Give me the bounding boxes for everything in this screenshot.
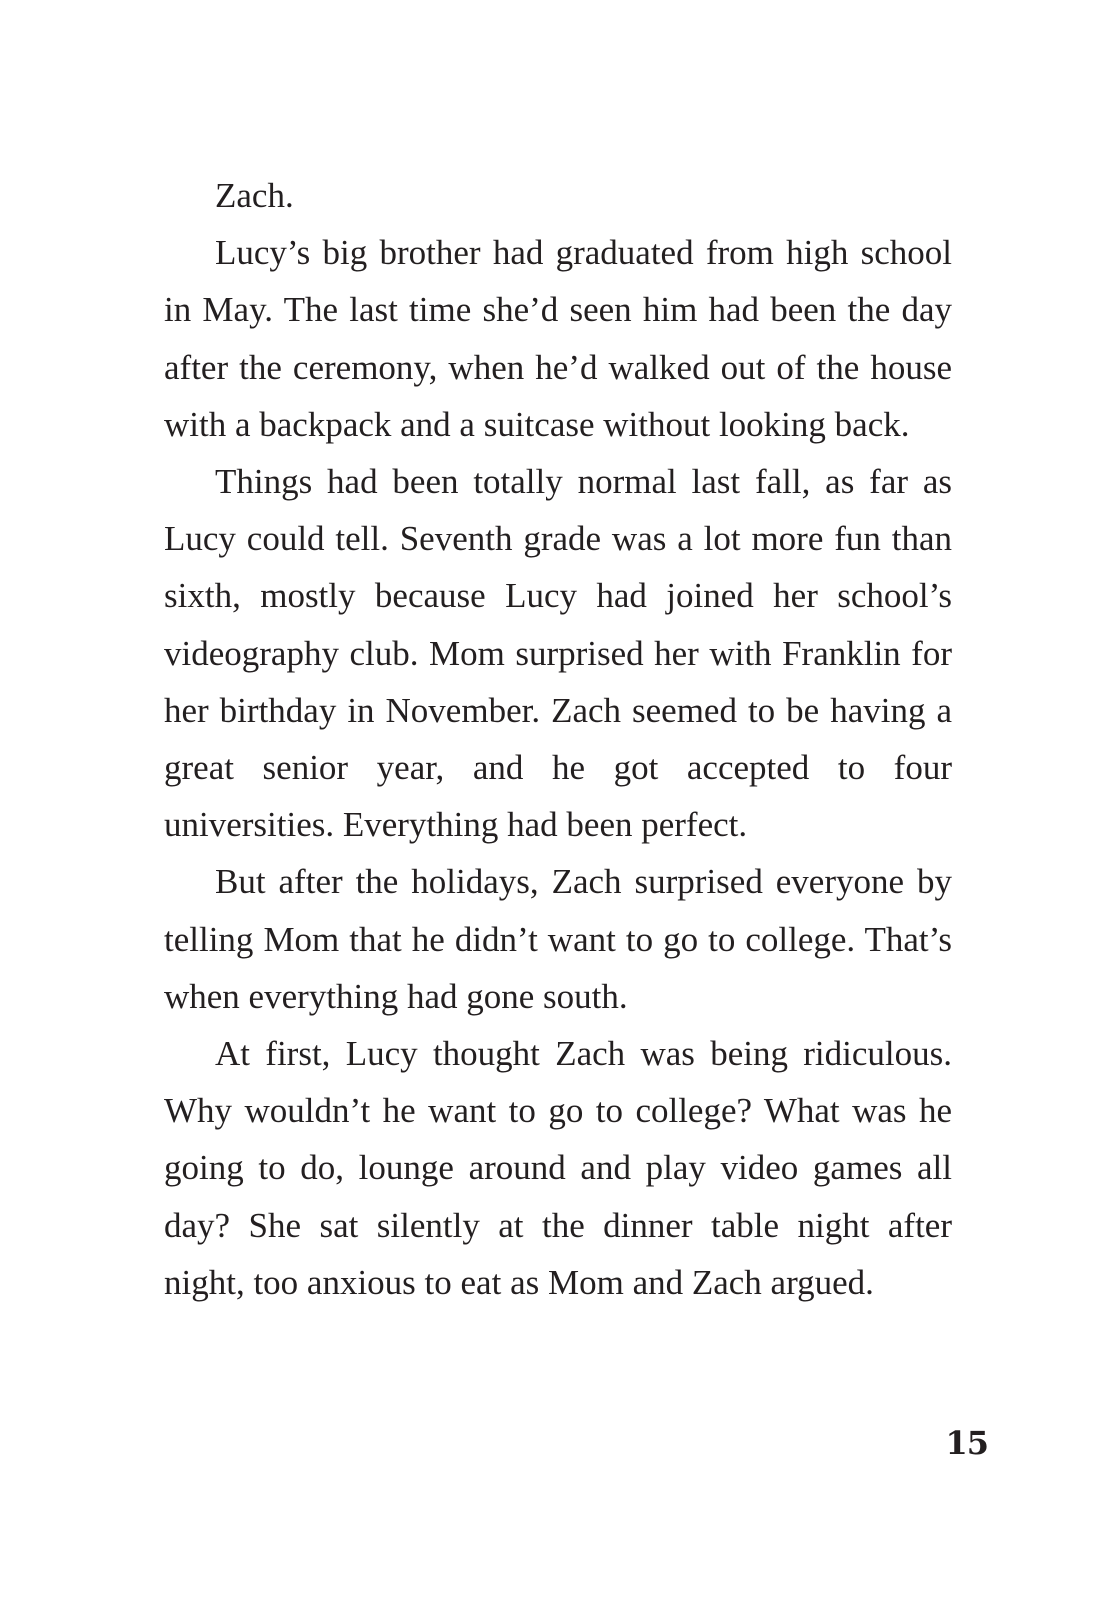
page-number: 15 <box>945 1424 988 1462</box>
body-text <box>164 167 952 1311</box>
paragraph: Things had been totally normal last fall, as far as Lucy could tell. Seventh grade was a lot more fun than sixth, mostly because Lucy had joined her school’s videography club. Mom surprised her with Franklin for her birthday in November. Zach seemed to be having a great senior year, and he got accepted to four universities. Everything had been perfect. <box>164 462 952 845</box>
paragraph: Lucy’s big brother had graduated from high school in May. The last time she’d seen him had been the day after the ceremony, when he’d walked out of the house with a backpack and a suitcase without looking back. <box>164 233 952 444</box>
paragraph: At first, Lucy thought Zach was being ridiculous. Why wouldn’t he want to go to college? What was he going to do, lounge around and play video games all day? She sat silently at the dinner table night after night, too anxious to eat as Mom and Zach argued. <box>164 1034 952 1302</box>
paragraph: Zach. <box>215 176 294 215</box>
paragraph: But after the holidays, Zach surprised everyone by telling Mom that he didn’t want to go to college. That’s when everything had gone south. <box>164 862 952 1016</box>
